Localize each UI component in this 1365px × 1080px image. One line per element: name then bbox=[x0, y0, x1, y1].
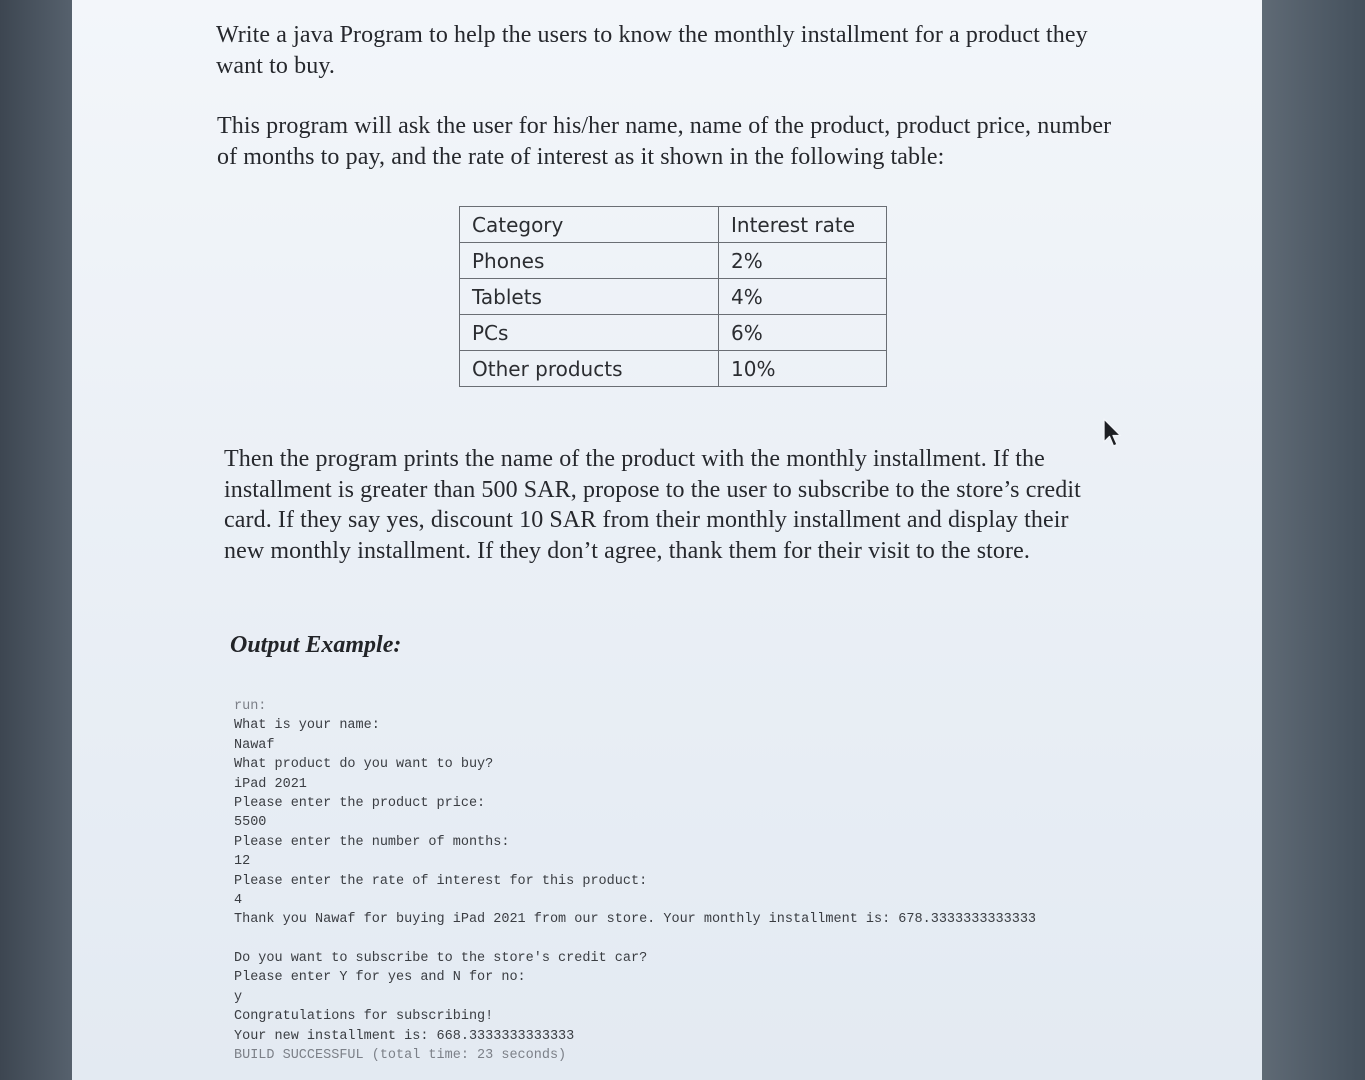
table-row bbox=[460, 351, 887, 387]
table-cell: 4% bbox=[719, 279, 887, 315]
console-line: Please enter Y for yes and N for no: bbox=[234, 970, 526, 986]
console-line: 5500 bbox=[234, 815, 267, 831]
console-line: Please enter the number of months: bbox=[234, 834, 510, 850]
console-line: What product do you want to buy? bbox=[234, 757, 494, 773]
console-blank-line bbox=[234, 930, 1036, 949]
description-paragraph: This program will ask the user for his/her name, name of the product, product price, number of months to pay, and the rate of interest as it shown in the following table: bbox=[217, 113, 1112, 170]
console-line: Congratulations for subscribing! bbox=[234, 1009, 494, 1025]
console-line: What is your name: bbox=[234, 718, 380, 734]
console-line: Thank you Nawaf for buying iPad 2021 from our store. Your monthly installment is: 678.3333333333333 bbox=[234, 912, 1037, 928]
console-line: Please enter the product price: bbox=[234, 795, 486, 811]
table-cell: Other products bbox=[460, 351, 719, 387]
monitor-bezel-left bbox=[0, 0, 72, 1080]
table-cell: PCs bbox=[460, 315, 719, 351]
document-page bbox=[72, 0, 1262, 1080]
console-line: y bbox=[234, 989, 243, 1005]
interest-rate-table bbox=[459, 206, 887, 387]
table-header-row bbox=[460, 207, 887, 243]
table-cell: Tablets bbox=[460, 279, 719, 315]
table-cell: 6% bbox=[719, 315, 887, 351]
console-line: run: bbox=[234, 699, 267, 714]
mouse-pointer-icon bbox=[1102, 418, 1124, 448]
table-cell: Phones bbox=[460, 243, 719, 279]
console-line: Do you want to subscribe to the store's credit car? bbox=[234, 951, 648, 967]
intro-paragraph: Write a java Program to help the users to know the monthly installment for a product they want to buy. bbox=[216, 22, 1088, 79]
table-row bbox=[460, 315, 887, 351]
table-cell: 10% bbox=[719, 351, 887, 387]
output-example-heading: Output Example: bbox=[230, 632, 402, 658]
table-row bbox=[460, 279, 887, 315]
table-cell: 2% bbox=[719, 243, 887, 279]
console-line: Please enter the rate of interest for this product: bbox=[234, 873, 648, 889]
console-line: BUILD SUCCESSFUL (total time: 23 seconds) bbox=[234, 1048, 567, 1064]
console-line: 4 bbox=[234, 892, 243, 908]
console-line: 12 bbox=[234, 854, 251, 870]
console-line: Your new installment is: 668.3333333333333 bbox=[234, 1028, 575, 1044]
table-header-cell: Interest rate bbox=[719, 207, 887, 243]
table-row bbox=[460, 243, 887, 279]
table-header-cell: Category bbox=[460, 207, 719, 243]
monitor-bezel-right bbox=[1262, 0, 1365, 1080]
instructions-paragraph: Then the program prints the name of the product with the monthly installment. If the installment is greater than 500 SAR, propose to the user to subscribe to the store’s credit card. If they say yes, discount 10 SAR from their monthly installment and display their new monthly installment. If they don’t agree, thank them for their visit to the store. bbox=[224, 446, 1081, 564]
console-line: iPad 2021 bbox=[234, 776, 307, 792]
console-line: Nawaf bbox=[234, 737, 275, 753]
console-output bbox=[234, 697, 1036, 1065]
